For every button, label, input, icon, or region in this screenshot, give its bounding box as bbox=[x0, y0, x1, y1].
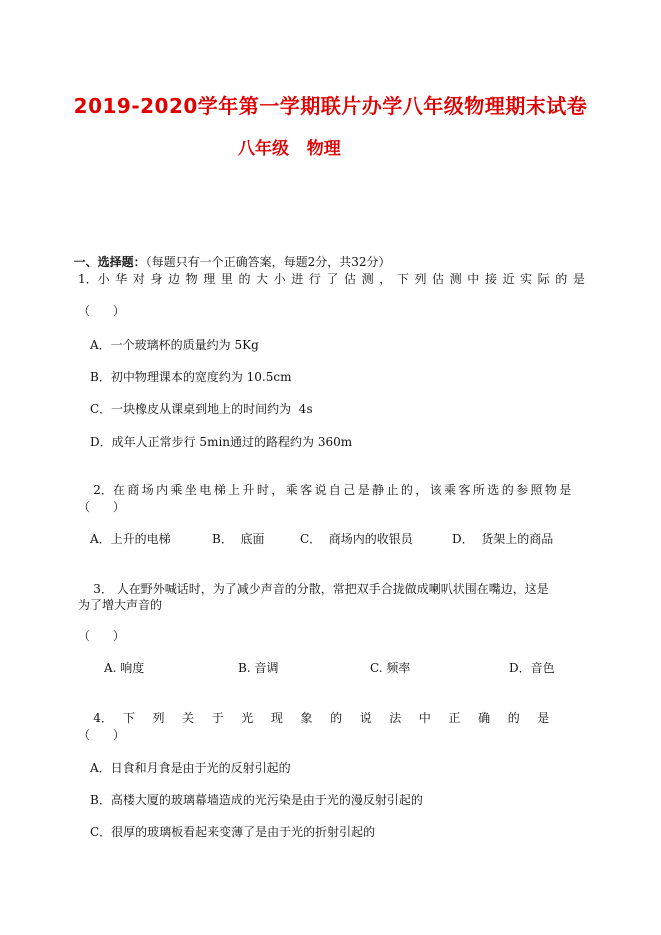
option-c: C．很厚的玻璃板看起来变薄了是由于光的折射引起的 bbox=[90, 825, 376, 839]
option-b: B．高楼大厦的玻璃幕墙造成的光污染是由于光的漫反射引起的 bbox=[90, 793, 423, 807]
answer-blank: （ ） bbox=[78, 629, 125, 643]
question-number: 3． bbox=[93, 582, 113, 596]
option-c: C． 商场内的收银员 bbox=[300, 532, 413, 546]
question-text: 小华对身边物理里的大小进行了估测，下列估测中接近实际的是 bbox=[97, 272, 591, 286]
question-number: 1． bbox=[78, 272, 98, 286]
option-a: A．日食和月食是由于光的反射引起的 bbox=[90, 761, 291, 775]
option-b: B．初中物理课本的宽度约为 10.5cm bbox=[90, 370, 292, 384]
question-text: 人在野外喊话时，为了减少声音的分散，常把双手合拢做成喇叭状围在嘴边，这是 bbox=[112, 582, 549, 596]
answer-blank: （ ） bbox=[78, 728, 125, 742]
option-b: B． 底面 bbox=[212, 532, 265, 546]
question-1-stem bbox=[78, 271, 591, 287]
question-text: 下列关于光现象的说法中正确的是 bbox=[122, 711, 567, 725]
answer-blank: （ ） bbox=[78, 500, 125, 514]
question-3-stem-continued: 为了增大声音的 bbox=[78, 598, 163, 612]
option-c: C．一块橡皮从课桌到地上的时间约为 4s bbox=[90, 402, 313, 416]
question-number: 4． bbox=[93, 711, 113, 725]
option-b: B. 音调 bbox=[238, 661, 279, 675]
page-subtitle: 八年级 物理 bbox=[238, 139, 341, 159]
section-heading bbox=[66, 238, 391, 270]
option-a: A. 响度 bbox=[104, 661, 145, 675]
page-title: 2019-2020学年第一学期联片办学八年级物理期末试卷 bbox=[73, 94, 588, 118]
option-a: A．一个玻璃杯的质量约为 5Kg bbox=[90, 338, 259, 352]
question-2-stem bbox=[78, 466, 574, 514]
question-number: 2． bbox=[93, 483, 113, 497]
answer-blank: （ ） bbox=[78, 304, 125, 318]
option-a: A．上升的电梯 bbox=[90, 532, 171, 546]
option-c: C. 频率 bbox=[370, 661, 411, 675]
question-4-stem bbox=[78, 694, 567, 742]
section-heading-label: 一、选择题： bbox=[73, 255, 146, 269]
question-text: 在商场内乘坐电梯上升时，乘客说自己是静止的，该乘客所选的参照物是 bbox=[112, 483, 574, 497]
option-d: D．音色 bbox=[509, 661, 555, 675]
option-d: D．成年人正常步行 5min通过的路程约为 360m bbox=[90, 435, 353, 449]
section-note: （每题只有一个正确答案，每题2分，共32分） bbox=[145, 255, 391, 269]
option-d: D． 货架上的商品 bbox=[452, 532, 554, 546]
